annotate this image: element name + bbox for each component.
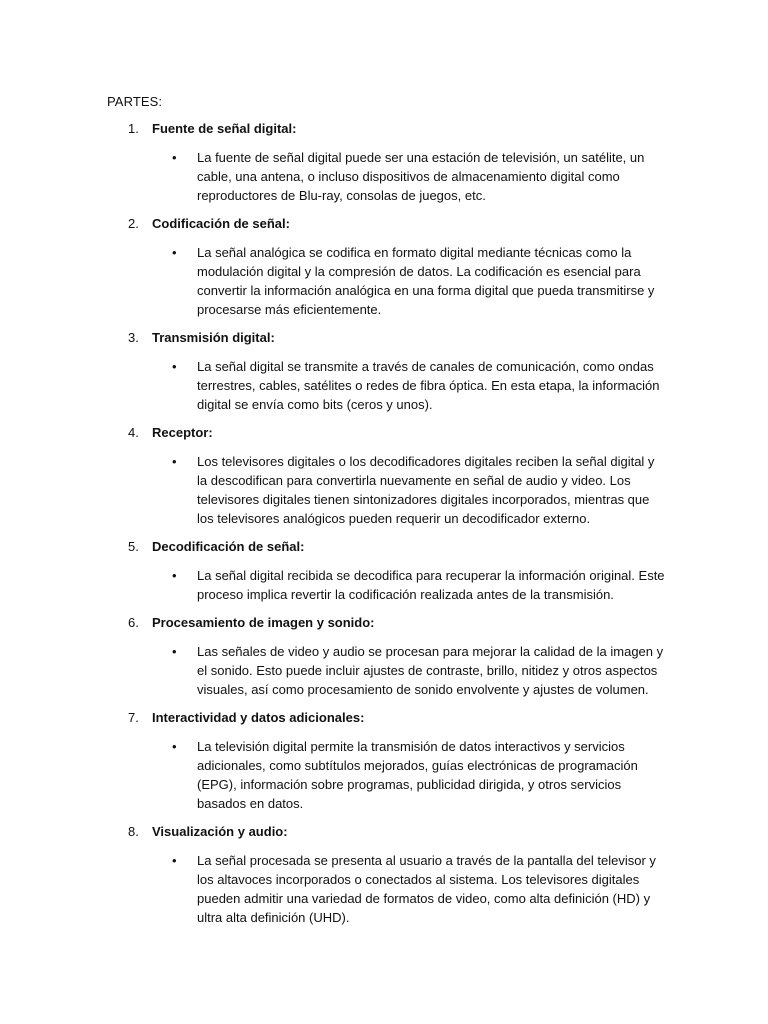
item-title: Codificación de señal: (152, 216, 290, 231)
list-item (0, 119, 768, 205)
item-number: 6. (128, 615, 139, 630)
item-header (0, 822, 768, 842)
item-number: 3. (128, 330, 139, 345)
list-item (0, 328, 768, 414)
item-title: Transmisión digital: (152, 330, 275, 345)
item-title: Interactividad y datos adicionales: (152, 710, 365, 725)
item-description (0, 243, 768, 319)
item-number: 7. (128, 710, 139, 725)
item-description (0, 452, 768, 528)
item-text: La señal analógica se codifica en formato digital mediante técnicas como la modulación digital y la compresión de datos. La codificación es esencial para convertir la información analógica en una forma digital que pueda transmitirse y procesarse más eficientemente. (197, 245, 655, 317)
item-number: 1. (128, 121, 139, 136)
bullet-icon: • (172, 359, 177, 374)
item-number: 5. (128, 539, 139, 554)
item-text: La señal digital se transmite a través de canales de comunicación, como ondas terrestres, cables, satélites o redes de fibra óptica. En esta etapa, la información digital se envía como bits (ceros y unos). (197, 359, 660, 412)
item-description (0, 642, 768, 699)
item-description (0, 851, 768, 927)
item-header (0, 328, 768, 348)
item-title: Decodificación de señal: (152, 539, 305, 554)
item-header (0, 423, 768, 443)
bullet-icon: • (172, 568, 177, 583)
item-text: Los televisores digitales o los decodificadores digitales reciben la señal digital y la descodifican para convertirla nuevamente en señal de audio y video. Los televisores digitales tienen sintonizadores digitales incorporados, mientras que los televisores analógicos pueden requerir un decodificador externo. (197, 454, 655, 526)
item-description (0, 357, 768, 414)
item-text: La televisión digital permite la transmisión de datos interactivos y servicios adicionales, como subtítulos mejorados, guías electrónicas de programación (EPG), información sobre programas, publicidad dirigida, y otros servicios basados en datos. (197, 739, 638, 811)
item-text: Las señales de video y audio se procesan para mejorar la calidad de la imagen y el sonido. Esto puede incluir ajustes de contraste, brillo, nitidez y otros aspectos visuales, así como procesamiento de sonido envolvente y ajustes de volumen. (197, 644, 664, 697)
parts-list (0, 119, 768, 936)
list-item (0, 708, 768, 813)
item-text: La señal digital recibida se decodifica para recuperar la información original. Este proceso implica revertir la codificación realizada antes de la transmisión. (197, 568, 665, 602)
list-item (0, 613, 768, 699)
item-description (0, 737, 768, 813)
list-item (0, 822, 768, 927)
bullet-icon: • (172, 853, 177, 868)
list-item (0, 423, 768, 528)
bullet-icon: • (172, 454, 177, 469)
item-number: 8. (128, 824, 139, 839)
item-header (0, 613, 768, 633)
item-description (0, 148, 768, 205)
document-heading: PARTES: (107, 94, 163, 109)
item-description (0, 566, 768, 604)
bullet-icon: • (172, 150, 177, 165)
item-title: Receptor: (152, 425, 213, 440)
item-number: 2. (128, 216, 139, 231)
item-text: La señal procesada se presenta al usuario a través de la pantalla del televisor y los altavoces incorporados o conectados al sistema. Los televisores digitales pueden admitir una variedad de formatos de video, como alta definición (HD) y ultra alta definición (UHD). (197, 853, 656, 925)
item-title: Fuente de señal digital: (152, 121, 297, 136)
list-item (0, 537, 768, 604)
item-title: Procesamiento de imagen y sonido: (152, 615, 375, 630)
item-header (0, 214, 768, 234)
item-header (0, 119, 768, 139)
item-text: La fuente de señal digital puede ser una estación de televisión, un satélite, un cable, una antena, o incluso dispositivos de almacenamiento digital como reproductores de Blu-ray, consolas de juegos, etc. (197, 150, 645, 203)
list-item (0, 214, 768, 319)
bullet-icon: • (172, 644, 177, 659)
item-header (0, 537, 768, 557)
bullet-icon: • (172, 245, 177, 260)
item-number: 4. (128, 425, 139, 440)
bullet-icon: • (172, 739, 177, 754)
item-header (0, 708, 768, 728)
item-title: Visualización y audio: (152, 824, 288, 839)
